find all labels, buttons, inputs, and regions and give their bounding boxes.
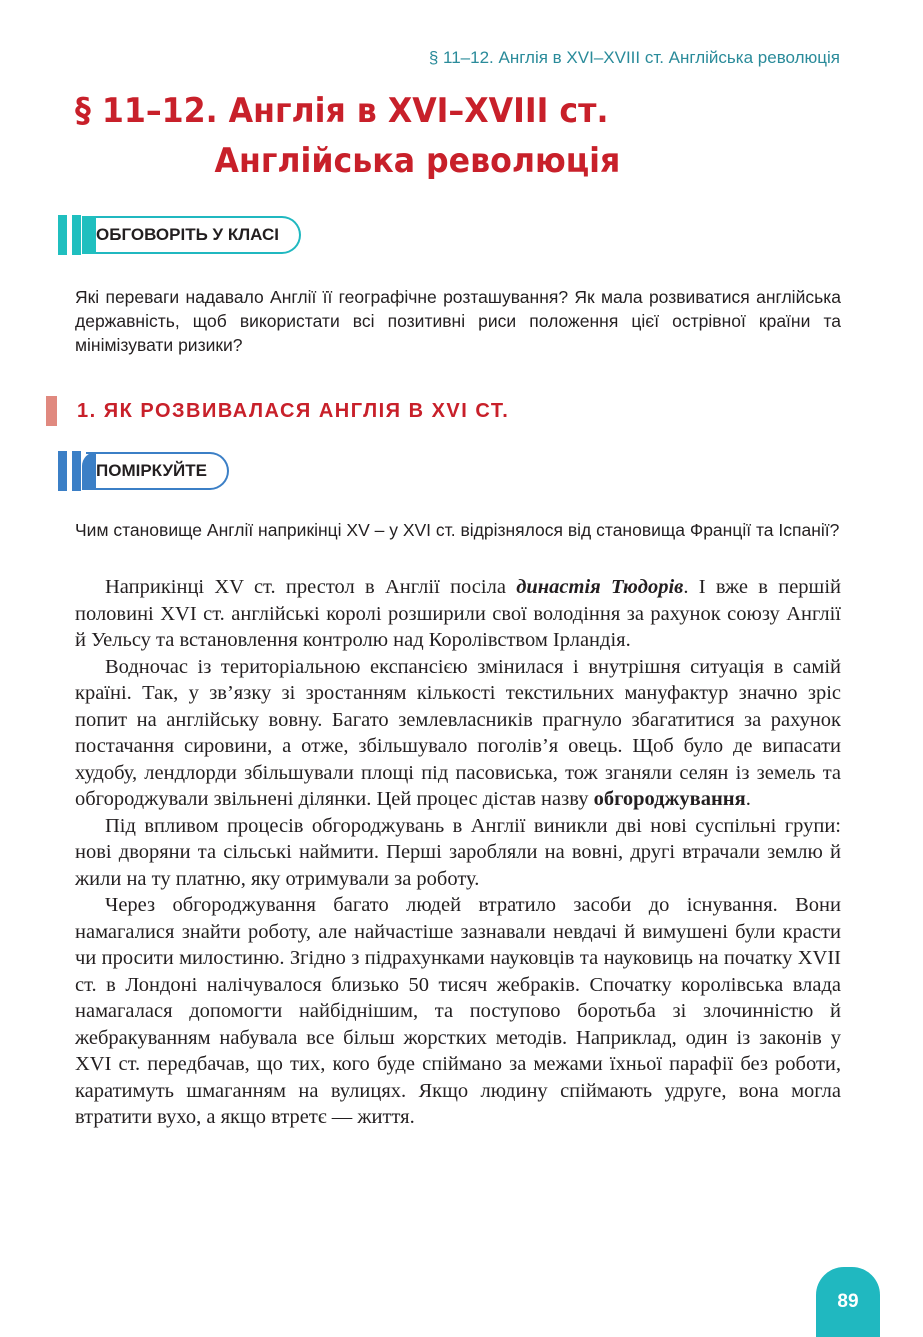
page-number: 89 bbox=[837, 1291, 859, 1312]
discuss-in-class-box bbox=[58, 215, 301, 255]
term-tudor-dynasty: династія Тюдорів bbox=[516, 576, 684, 598]
chapter-title bbox=[75, 86, 745, 186]
discuss-accent-bar bbox=[58, 215, 67, 255]
paragraph-1-text-a: Наприкінці XV ст. престол в Англії посіла bbox=[105, 576, 517, 598]
paragraph-2-text-a: Водночас із територіальною експансією змінилася і внутрішня ситуація в самій країні. Так, у зв’язку зі зростанням кількості текстильних мануфактур значно зріс попит на англійську вовну. Багато землевласників прагнуло збагатитися за рахунок постачання сировини, а отже, збільшувало поголів’я овець. Щоб було де випасати худобу, лендлорди збільшували площі під пасовиська, тож зганяли селян із земель та обгороджували звільнені ділянки. Цей процес дістав назву bbox=[75, 655, 841, 810]
paragraph-2 bbox=[75, 654, 841, 813]
paragraph-1-text-b: . І вже в першій половині XVI ст. англійські королі розширили свої володіння за рахунок союзу Англії й Уельсу та встановлення контролю над Королівством Ірландія. bbox=[75, 576, 841, 651]
paragraph-3: Під впливом процесів обгороджувань в Англії виникли дві нові суспільні групи: нові дворяни та сільські наймити. Перші заробляли на вовні, другі втрачали землю й жили на ту платню, яку отримували за роботу. bbox=[75, 814, 841, 890]
paragraph-1 bbox=[75, 574, 841, 654]
discuss-label: ОБГОВОРІТЬ У КЛАСІ bbox=[96, 225, 279, 244]
discuss-question: Які переваги надавало Англії її географічне розташування? Як мала розвиватися англійська державність, щоб використати всі позитивні риси положення цієї острівної країни та мінімізувати ризики? bbox=[75, 287, 841, 355]
think-accent-bar bbox=[58, 451, 67, 491]
think-pill bbox=[86, 452, 229, 490]
think-accent-bar-2 bbox=[72, 451, 81, 491]
paragraph-2-text-b: . bbox=[745, 788, 751, 810]
chapter-title-line-2: Англійська революція bbox=[214, 141, 621, 181]
page-number-tab bbox=[816, 1267, 880, 1337]
discuss-accent-bar-2 bbox=[72, 215, 81, 255]
section-marker bbox=[46, 396, 57, 426]
think-question: Чим становище Англії наприкінці XV – у XVI ст. відрізнялося від становища Франції та Іспанії? bbox=[75, 520, 840, 540]
paragraph-4: Через обгороджування багато людей втратило засоби до існування. Вони намагалися знайти роботу, але найчастіше зазнавали невдачі й вимушені були красти чи просити милостиню. Згідно з підрахунками науковців та науковиць на початку XVII ст. в Лондоні налічувалося близько 50 тисяч жебраків. Спочатку королівська влада намагалася допомогти найбіднішим, та поступово боротьба зі злочинністю й жебракуванням набувала все більш жорстких методів. Наприклад, один із законів у XVI ст. передбачав, що тих, кого буде спіймано за межами їхньої парафії без роботи, каратимуть шмаганням на вулицях. Якщо людину спіймають удруге, вона могла втратити вухо, а якщо втретє — життя. bbox=[75, 894, 841, 1128]
chapter-title-line-1: § 11–12. Англія в XVI–XVIII ст. bbox=[75, 91, 609, 131]
section-heading bbox=[46, 396, 509, 426]
think-label: ПОМІРКУЙТЕ bbox=[96, 461, 207, 480]
running-head: § 11–12. Англія в XVI–XVIII ст. Англійська революція bbox=[428, 48, 840, 67]
think-box bbox=[58, 451, 229, 491]
term-enclosure: обгороджування bbox=[593, 788, 746, 810]
discuss-pill bbox=[86, 216, 301, 254]
body-text bbox=[75, 574, 841, 1131]
section-heading-text: 1. ЯК РОЗВИВАЛАСЯ АНГЛІЯ В XVI СТ. bbox=[77, 399, 510, 422]
